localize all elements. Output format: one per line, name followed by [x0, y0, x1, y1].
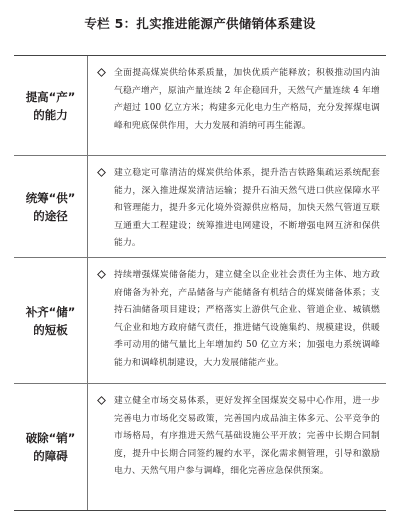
row-label: [14, 384, 88, 510]
row-text: 建立健全市场交易体系，更好发挥全国煤炭交易中心作用，进一步完善电力市场化交易政策，完善国内成品油主体多元、公平竞争的市场格局，有序推进天然气基础设施公平开放；完善中长期合同制度，提升中长期合同签约履约水平，深化需求侧管理，引导和激励电力、天然气用户参与调峰，细化完善应急保供预案。: [114, 396, 380, 476]
table-row: [14, 384, 386, 510]
row-text: 建立稳定可靠清洁的煤炭供给体系，提升浩吉铁路集疏运系统配套能力，深入推进煤炭清洁运输；提升石油天然气进口供应保障水平和管理能力，提升多元化境外资源供应格局，加快天然气管道互联互通重大工程建设；统筹推进电网建设，不断增强电网互济和保供能力。: [114, 168, 380, 248]
row-label: [14, 156, 88, 257]
row-label-line1: 补齐“储”: [25, 304, 76, 319]
row-text: 持续增强煤炭储备能力，建立健全以企业社会责任为主体、地方政府储备为补充，产品储备与产能储备有机结合的煤炭储备体系；支持石油储备项目建设；严格落实上游供气企业、管道企业、城镇燃气企业和地方政府储气责任，推进储气设施集约、规模建设，供暖季可动用的储气量比上年增加约 50 亿立方米；加强电力系统调峰能力和调峰机制建设，大力发展储能产业。: [114, 270, 380, 368]
row-content: [88, 384, 386, 510]
content-table: [14, 55, 386, 511]
diamond-bullet-icon: [97, 396, 106, 405]
row-label-line2: 的短板: [33, 322, 68, 337]
row-label: [14, 258, 88, 383]
row-label: [14, 56, 88, 155]
column-title: 专栏 5：扎实推进能源产供储销体系建设: [84, 16, 316, 31]
table-row: [14, 56, 386, 156]
diamond-bullet-icon: [97, 68, 106, 77]
table-row: [14, 156, 386, 258]
row-label-line1: 破除“销”: [25, 431, 76, 445]
row-text: 全面提高煤炭供给体系质量，加快优质产能释放；积极推动国内油气稳产增产，原油产量连续 2 年企稳回升，天然气产量连续 4 年增产超过 100 亿立方米；构建多元化电力生产格局，充分发挥煤电调峰和兜底保供作用，大力发展和消纳可再生能源。: [114, 68, 380, 131]
row-label-line2: 的途径: [33, 208, 68, 223]
row-label-line2: 的障碍: [33, 449, 68, 463]
row-label-line2: 的能力: [33, 107, 68, 122]
row-label-line1: 统筹“供”: [25, 190, 76, 205]
diamond-bullet-icon: [97, 168, 106, 177]
diamond-bullet-icon: [97, 270, 106, 279]
row-content: [88, 258, 386, 383]
table-row: [14, 258, 386, 384]
row-content: [88, 56, 386, 155]
row-label-line1: 提高“产”: [25, 89, 76, 104]
row-content: [88, 156, 386, 257]
